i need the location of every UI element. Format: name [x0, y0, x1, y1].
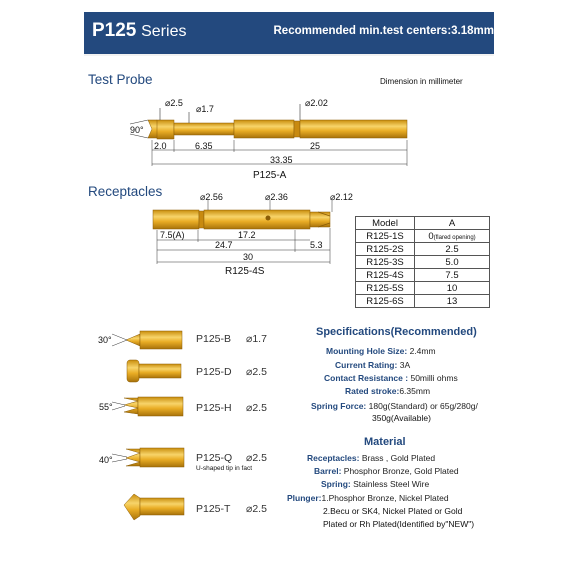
spec-row-cont: 350g(Available) [372, 413, 431, 423]
spec-row: Current Rating: 3A [335, 360, 411, 370]
rec-dia-a: ⌀2.56 [200, 192, 223, 202]
tip-drawing-h [112, 397, 183, 416]
rec-len-a: 7.5(A) [160, 230, 185, 240]
material-title: Material [364, 436, 406, 448]
rec-len-total: 30 [243, 252, 254, 262]
tip-t-name: P125-T [196, 503, 231, 515]
tip-h-angle: 55° [99, 402, 113, 412]
material-row-cont: 2.Becu or SK4, Nickel Plated or Gold [323, 506, 463, 516]
material-row: Receptacles: Brass , Gold Plated [307, 453, 436, 463]
spec-row: Rated stroke:6.35mm [345, 386, 431, 396]
probe-dia-neck: ⌀1.7 [196, 104, 214, 114]
tip-d-name: P125-D [196, 366, 232, 378]
table-cell-a: 7.5 [415, 269, 490, 282]
probe-len-a: 2.0 [154, 141, 167, 151]
spec-row: Contact Resistance : 50milli ohms [324, 373, 458, 383]
table-row [356, 282, 490, 295]
table-cell-model: R125-1S [356, 230, 415, 243]
tip-drawing-q [112, 448, 184, 467]
table-cell-model: R125-2S [356, 243, 415, 256]
rec-len-d: 5.3 [310, 240, 323, 250]
series-label: Series [141, 23, 187, 40]
probe-plunger [174, 123, 234, 135]
probe-len-total: 33.35 [270, 155, 293, 165]
rec-dia-c: ⌀2.12 [330, 192, 353, 202]
table-cell-a: 5.0 [415, 256, 490, 269]
tip-d-dia: ⌀2.5 [246, 366, 267, 378]
receptacle-model-table [355, 216, 490, 308]
table-cell-a: 0(flared opening) [415, 230, 490, 243]
recommended-centers: Recommended min.test centers:3.18mm [273, 25, 494, 37]
tip-q-note: U-shaped tip in fact [196, 465, 253, 472]
probe-barrel-a [234, 120, 294, 138]
table-header-model: Model [356, 217, 415, 230]
probe-len-b: 6.35 [195, 141, 213, 151]
tip-t-dia: ⌀2.5 [246, 503, 267, 515]
table-cell-model: R125-5S [356, 282, 415, 295]
material-row: Barrel: Phosphor Bronze, Gold Plated [314, 466, 459, 476]
tip-q-name: P125-Q [196, 452, 233, 464]
probe-dia-barrel: ⌀2.02 [305, 98, 328, 108]
spec-row: Spring Force: 180g(Standard) or 65g/280g/ [311, 401, 478, 411]
tip-b-dia: ⌀1.7 [246, 333, 267, 345]
table-cell-a: 13 [415, 295, 490, 308]
probe-name: P125-A [253, 170, 287, 181]
dimension-note: Dimension in millimeter [380, 77, 463, 86]
tip-h-dia: ⌀2.5 [246, 402, 267, 414]
tip-b-name: P125-B [196, 333, 232, 345]
table-cell-model: R125-3S [356, 256, 415, 269]
material-row: Spring: Stainless Steel Wire [321, 479, 430, 489]
tip-q-dia: ⌀2.5 [246, 452, 267, 464]
table-cell-model: R125-4S [356, 269, 415, 282]
probe-head [157, 120, 174, 139]
test-probe-title: Test Probe [88, 72, 153, 87]
probe-angle: 90° [130, 125, 144, 135]
material-row-cont: Plated or Rh Plated(Identified by"NEW") [323, 519, 475, 529]
flared-note: (flared opening) [433, 234, 476, 241]
test-probe-drawing [130, 104, 407, 166]
rec-len-b: 17.2 [238, 230, 256, 240]
table-cell-a: 2.5 [415, 243, 490, 256]
tip-drawing-t [124, 494, 184, 520]
probe-crimp [294, 121, 300, 137]
table-cell-model: R125-6S [356, 295, 415, 308]
specs-title: Specifications(Recommended) [316, 326, 477, 338]
material-row: Plunger:1.Phosphor Bronze, Nickel Plated [287, 493, 449, 503]
table-row [356, 256, 490, 269]
probe-barrel-b [300, 120, 407, 138]
tip-b-angle: 30° [98, 335, 112, 345]
rec-name: R125-4S [225, 266, 265, 277]
tip-drawing-b [112, 331, 182, 349]
receptacles-title: Receptacles [88, 184, 163, 199]
table-row [356, 295, 490, 308]
probe-dia-tip: ⌀2.5 [165, 98, 183, 108]
tip-q-angle: 40° [99, 455, 113, 465]
rec-len-c: 24.7 [215, 240, 233, 250]
table-header-a: A [415, 217, 490, 230]
series-number: P125 [92, 20, 137, 41]
rec-dia-b: ⌀2.36 [265, 192, 288, 202]
tip-h-name: P125-H [196, 402, 232, 414]
tip-drawing-d [127, 360, 181, 382]
table-row [356, 243, 490, 256]
spec-row: Mounting Hole Size: 2.4mm [326, 346, 436, 356]
table-row [356, 269, 490, 282]
table-row [356, 230, 490, 243]
table-cell-a: 10 [415, 282, 490, 295]
probe-len-c: 25 [310, 141, 321, 151]
